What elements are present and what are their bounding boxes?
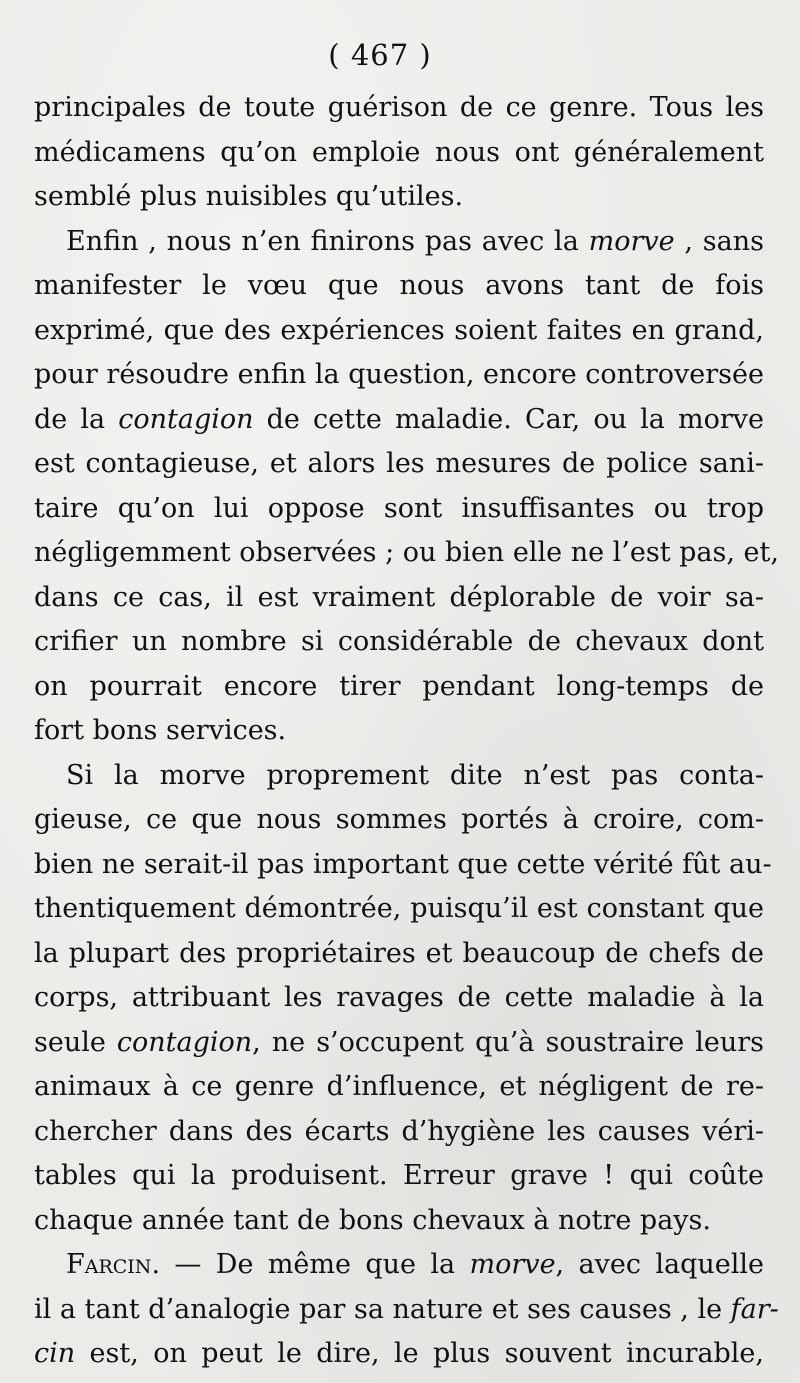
body-text	[34, 86, 779, 1377]
text-line: on pourrait encore tirer pendant long-temps de	[34, 670, 764, 702]
text-line: animaux à ce genre d’influence, et négligent de re-	[34, 1071, 764, 1102]
text-line: exprimé, que des expériences soient faites en grand,	[34, 314, 764, 346]
text-line: fort bons services.	[34, 715, 287, 746]
text-line: Farcin. — De même que la morve, avec laquelle	[66, 1249, 764, 1280]
page-number: ( 467 )	[328, 38, 432, 72]
text-line: dans ce cas, il est vraiment déplorable de voir sa-	[34, 581, 764, 613]
text-line: pour résoudre enfin la question, encore controversée	[34, 359, 764, 390]
text-line: taire qu’on lui oppose sont insuffisantes ou trop	[34, 492, 764, 524]
italic-term: morve	[588, 225, 675, 257]
text-line: cin est, on peut le dire, le plus souvent incurable,	[34, 1338, 764, 1369]
italic-term: contagion	[118, 403, 254, 435]
text-line: seule contagion, ne s’occupent qu’à soustraire leurs	[34, 1026, 765, 1058]
italic-term: far-	[730, 1293, 779, 1325]
text-line: chaque année tant de bons chevaux à notre pays.	[34, 1204, 711, 1236]
text-line: la plupart des propriétaires et beaucoup de chefs de	[34, 937, 764, 969]
text-line: tables qui la produisent. Erreur grave ! qui coûte	[34, 1160, 764, 1191]
text-line: semblé plus nuisibles qu’utiles.	[34, 181, 464, 212]
text-line: corps, attribuant les ravages de cette maladie à la	[34, 982, 764, 1013]
italic-term: contagion	[116, 1026, 253, 1058]
italic-term: morve	[469, 1249, 556, 1280]
text-line: bien ne serait-il pas important que cette vérité fût au-	[34, 848, 772, 880]
text-line: manifester le vœu que nous avons tant de fois	[34, 270, 764, 301]
section-heading: Farcin	[66, 1249, 152, 1280]
text-line: crifier un nombre si considérable de chevaux dont	[34, 626, 764, 657]
text-line: Enfin , nous n’en finirons pas avec la morve , sans	[66, 225, 764, 257]
text-line: chercher dans des écarts d’hygiène les causes véri-	[34, 1115, 764, 1147]
text-line: Si la morve proprement dite n’est pas conta-	[66, 759, 764, 791]
italic-term: cin	[34, 1338, 76, 1369]
text-line: médicamens qu’on emploie nous ont généralement	[34, 136, 764, 168]
text-line: principales de toute guérison de ce genre. Tous les	[34, 92, 764, 123]
text-line: gieuse, ce que nous sommes portés à croire, com-	[34, 804, 764, 835]
text-line: négligemment observées ; ou bien elle ne l’est pas, et,	[34, 537, 779, 568]
text-line: thentiquement démontrée, puisqu’il est constant que	[34, 893, 764, 924]
text-line: de la contagion de cette maladie. Car, ou la morve	[34, 403, 764, 435]
text-line: il a tant d’analogie par sa nature et ses causes , le far-	[34, 1293, 779, 1325]
text-line: est contagieuse, et alors les mesures de police sani-	[34, 448, 764, 479]
